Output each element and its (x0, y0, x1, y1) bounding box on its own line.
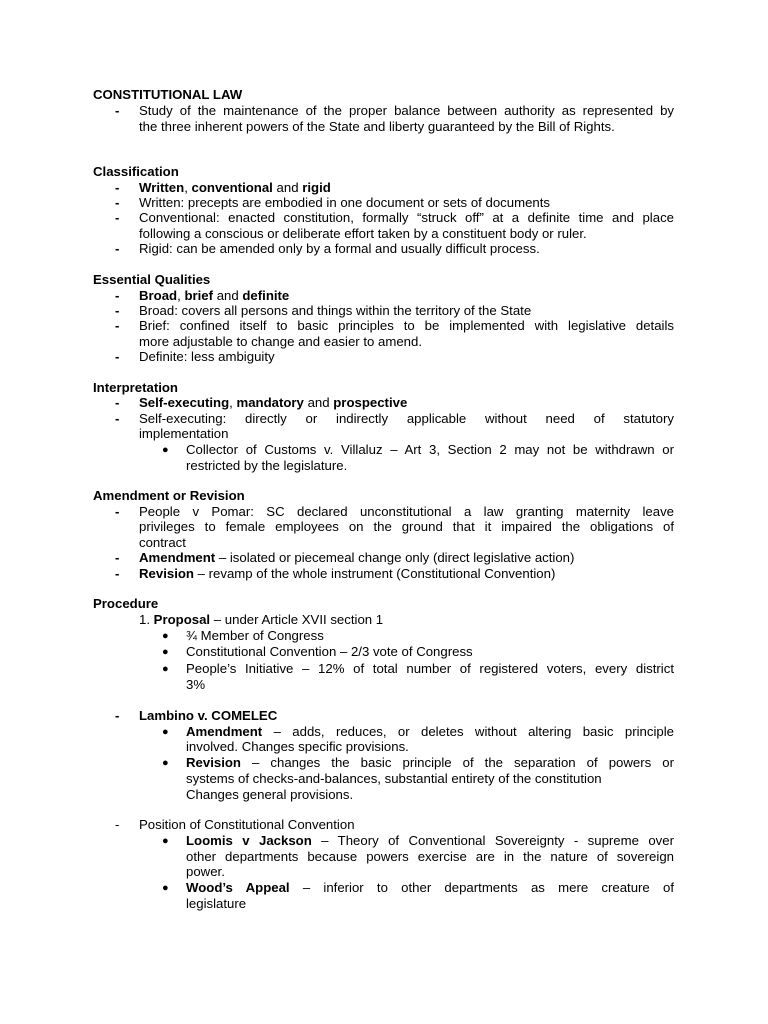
conventional-definition-1: Conventional: enacted constitution, formally “struck off” at a definite time and place (139, 210, 674, 225)
dash-marker: - (115, 817, 120, 832)
dash-marker: - (115, 395, 120, 410)
dash-marker: - (115, 566, 120, 581)
peoples-initiative-1: People’s Initiative – 12% of total number of registered voters, every district (186, 661, 674, 676)
lambino-revision-2: systems of checks-and-balances, substantial entirety of the constitution (186, 771, 602, 786)
pomar-case-1: People v Pomar: SC declared unconstitutional a law granting maternity leave (139, 504, 674, 519)
definite-definition: Definite: less ambiguity (139, 349, 275, 364)
lambino-amendment-2: involved. Changes specific provisions. (186, 739, 409, 754)
bullet-marker: ● (162, 646, 169, 658)
heading-essential-qualities: Essential Qualities (93, 272, 211, 287)
woods-appeal-2: legislature (186, 896, 247, 911)
rigid-definition: Rigid: can be amended only by a formal and usually difficult process. (139, 241, 540, 256)
self-executing-definition-2: implementation (139, 426, 229, 441)
dash-marker: - (115, 241, 120, 256)
interpretation-list: Self-executing, mandatory and prospective (139, 395, 408, 410)
lambino-amendment-1: Amendment – adds, reduces, or deletes without altering basic principle (186, 724, 675, 739)
bullet-marker: ● (162, 726, 169, 738)
written-definition: Written: precepts are embodied in one document or sets of documents (139, 195, 550, 210)
dash-marker: - (115, 103, 120, 118)
broad-definition: Broad: covers all persons and things within the territory of the State (139, 303, 532, 318)
dash-marker: - (115, 504, 120, 519)
con-con-position: Position of Constitutional Convention (139, 817, 355, 832)
bullet-marker: ● (162, 835, 169, 847)
dash-marker: - (115, 210, 120, 225)
dash-marker: - (115, 411, 120, 426)
pomar-case-3: contract (139, 535, 186, 550)
dash-marker: - (115, 288, 120, 303)
customs-case-2: restricted by the legislature. (186, 458, 348, 473)
brief-definition-2: more adjustable to change and easier to amend. (139, 334, 422, 349)
loomis-case-3: power. (186, 864, 225, 879)
loomis-case-1: Loomis v Jackson – Theory of Conventional Sovereignty - supreme over (186, 833, 674, 848)
con-con-item: Constitutional Convention – 2/3 vote of Congress (186, 644, 473, 659)
qualities-list: Broad, brief and definite (139, 288, 290, 303)
pomar-case-2: privileges to female employees on the ground that it impaired the obligations of (139, 519, 674, 534)
conventional-definition-2: following a conscious or deliberate effort taken by a constituent body or ruler. (139, 226, 587, 241)
definition-line-1: Study of the maintenance of the proper balance between authority as represented by (139, 103, 674, 118)
customs-case-1: Collector of Customs v. Villaluz – Art 3, Section 2 may not be withdrawn or (186, 442, 674, 457)
definition-line-2: the three inherent powers of the State and liberty guaranteed by the Bill of Rights. (139, 119, 615, 134)
heading-procedure: Procedure (93, 596, 159, 611)
dash-marker: - (115, 550, 120, 565)
bullet-marker: ● (162, 630, 169, 642)
bullet-marker: ● (162, 444, 169, 456)
heading-classification: Classification (93, 164, 179, 179)
brief-definition-1: Brief: confined itself to basic principles to be implemented with legislative details (139, 318, 674, 333)
dash-marker: - (115, 318, 120, 333)
dash-marker: - (115, 303, 120, 318)
bullet-marker: ● (162, 882, 169, 894)
peoples-initiative-2: 3% (186, 677, 206, 692)
bullet-marker: ● (162, 663, 169, 675)
heading-interpretation: Interpretation (93, 380, 178, 395)
classification-types: Written, conventional and rigid (139, 180, 331, 195)
heading-constitutional-law: CONSTITUTIONAL LAW (93, 87, 243, 102)
bullet-marker: ● (162, 757, 169, 769)
lambino-revision-3: Changes general provisions. (186, 787, 354, 802)
proposal-item: 1. Proposal – under Article XVII section 1 (139, 612, 384, 627)
heading-amendment-revision: Amendment or Revision (93, 488, 245, 503)
dash-marker: - (115, 195, 120, 210)
woods-appeal-1: Wood’s Appeal – inferior to other departments as mere creature of (186, 880, 674, 895)
congress-member-item: ¾ Member of Congress (186, 628, 324, 643)
lambino-revision-1: Revision – changes the basic principle of the separation of powers or (186, 755, 674, 770)
lambino-case: Lambino v. COMELEC (139, 708, 278, 723)
amendment-definition: Amendment – isolated or piecemeal change only (direct legislative action) (139, 550, 575, 565)
dash-marker: - (115, 708, 120, 723)
self-executing-definition-1: Self-executing: directly or indirectly applicable without need of statutory (139, 411, 674, 426)
dash-marker: - (115, 349, 120, 364)
revision-definition: Revision – revamp of the whole instrument (Constitutional Convention) (139, 566, 556, 581)
dash-marker: - (115, 180, 120, 195)
loomis-case-2: other departments because powers exercise are in the nature of sovereign (186, 849, 674, 864)
